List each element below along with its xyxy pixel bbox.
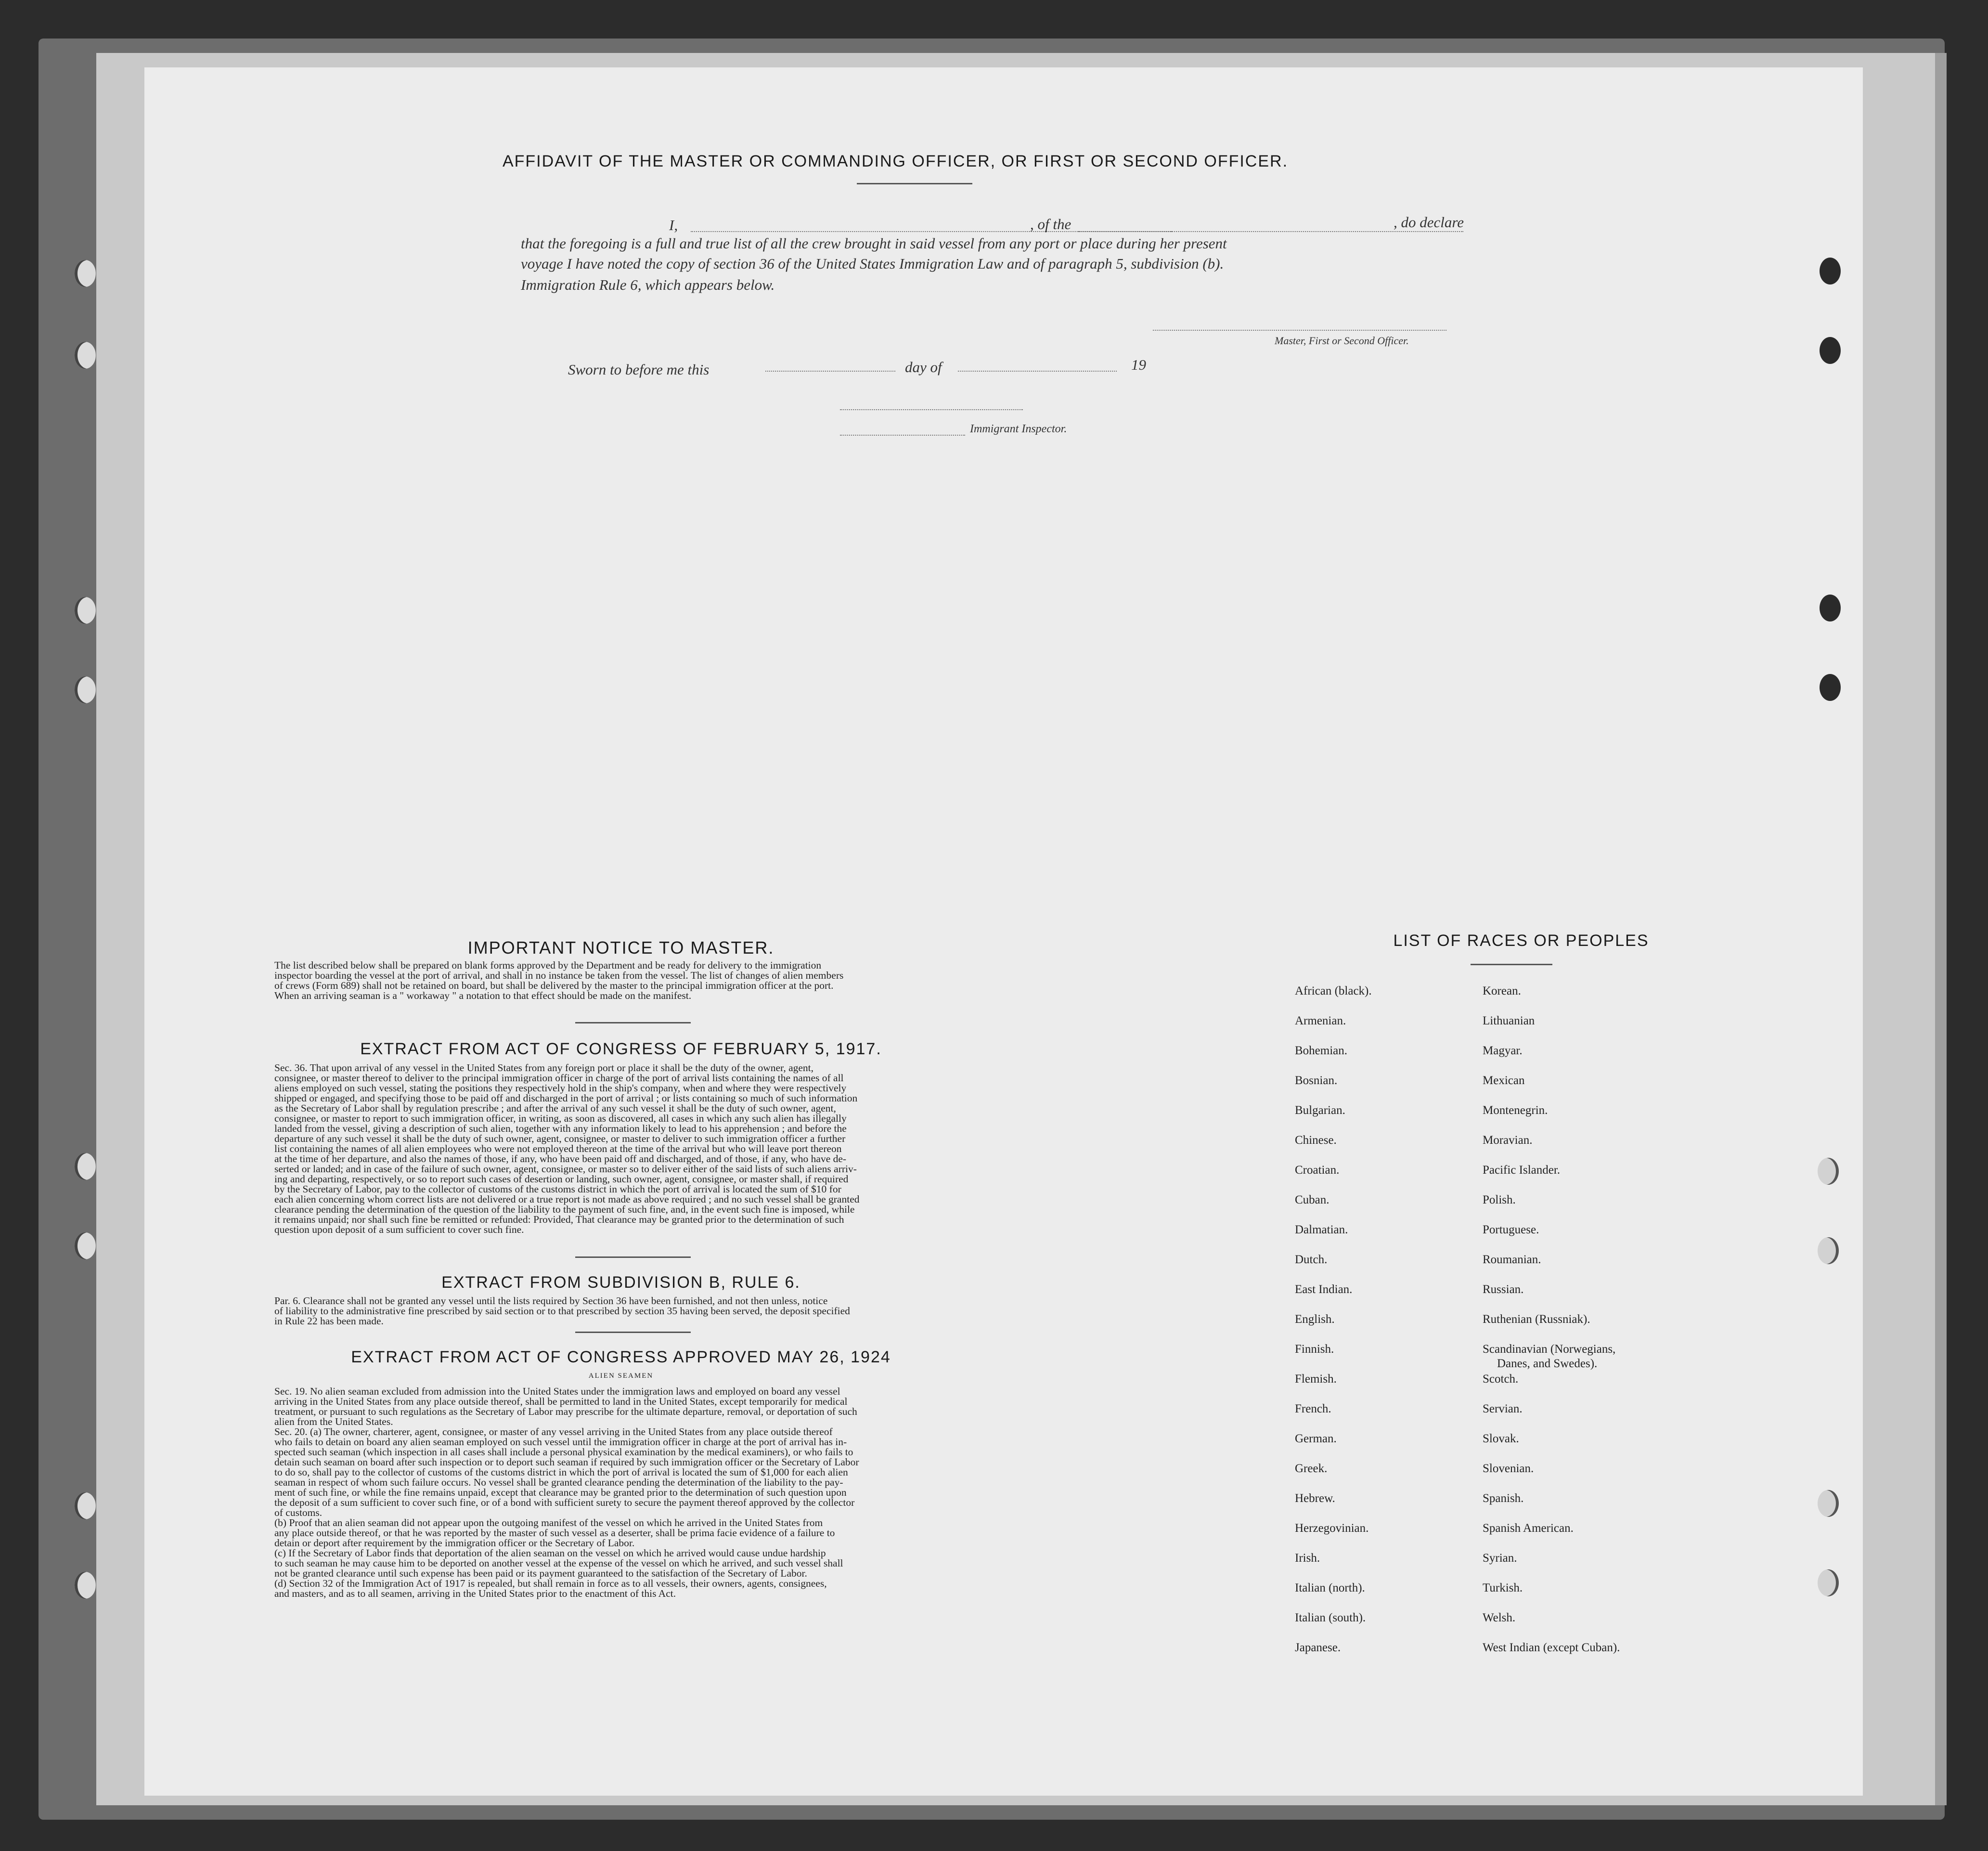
text-line: detain such seaman on board after such inspection or to deport such seaman if required by such immigration officer or the Secretary of Labor xyxy=(274,1456,859,1468)
text-line: any place outside thereof, or that he was reported by the master of such vessel as a deserter, shall be prima facie evidence of a failure to xyxy=(274,1527,835,1539)
text-line: who fails to detain on board any alien seaman employed on such vessel until the immigration officer in charge at the port of arrival has in- xyxy=(274,1436,847,1448)
text-line: as the Secretary of Labor shall by regulation prescribe ; and after the arrival of any such vessel it shall be the duty of such owner, agent, xyxy=(274,1102,836,1114)
race-item: Welsh. xyxy=(1483,1611,1516,1624)
sworn-before-label: Sworn to before me this xyxy=(568,361,710,378)
race-item: Spanish. xyxy=(1483,1492,1524,1505)
text-line: ment of such fine, or while the fine remains unpaid, except that clearance may be granted prior to the determination of such question upon xyxy=(274,1487,847,1498)
title-rule xyxy=(857,183,972,184)
text-line: of liability to the administrative fine prescribed by said section or to that prescribed by section 35 having been served, the deposit specified xyxy=(274,1305,850,1317)
text-line: detain or deport after requirement by the immigration officer or the Secretary of Labor. xyxy=(274,1537,635,1549)
text-line: to such seaman he may cause him to be deported on another vessel at the expense of the vessel on which he arrived, and such vessel shall xyxy=(274,1557,843,1569)
text-line: not be granted clearance until such expense has been paid or its payment guaranteed to the satisfaction of the Secretary of Labor. xyxy=(274,1567,807,1579)
text-line: seaman in respect of whom such failure occurs. No vessel shall be granted clearance pending the determination of the liability to the pay- xyxy=(274,1476,843,1488)
day-of-label: day of xyxy=(905,359,942,375)
year-prefix: 19 xyxy=(1131,356,1146,373)
text-line: landed from the vessel, giving a description of such alien, together with any information likely to lead to his apprehension ; and before the xyxy=(274,1123,847,1134)
text-line: Sec. 20. (a) The owner, charterer, agent, consignee, or master of any vessel arriving in the United States from any place outside thereof xyxy=(274,1426,833,1437)
text-line: question upon deposit of a sum sufficient to cover such fine. xyxy=(274,1224,524,1235)
race-item: Moravian. xyxy=(1483,1134,1533,1147)
binder-hole xyxy=(1818,1569,1839,1596)
binder-hole xyxy=(75,260,96,287)
race-item: Scandinavian (Norwegians, xyxy=(1483,1343,1616,1356)
race-item: Servian. xyxy=(1483,1402,1523,1415)
race-item: Bulgarian. xyxy=(1295,1104,1345,1117)
race-item: Portuguese. xyxy=(1483,1223,1539,1236)
inspector-signature-blank[interactable] xyxy=(840,409,1023,410)
text-line: consignee, or master to report to such immigration officer, in writing, as soon as discovered, all cases in which any such alien has illegally xyxy=(274,1113,847,1124)
race-item: East Indian. xyxy=(1295,1283,1353,1296)
affidavit-line-2: that the foregoing is a full and true list of all the crew brought in said vessel from any port or place during her present xyxy=(521,235,1227,252)
text-line: alien from the United States. xyxy=(274,1416,393,1427)
text-line: consignee, or master thereof to deliver to the principal immigration officer in charge of the port of arrival lists containing the names of all xyxy=(274,1072,844,1084)
text-line: ing and departing, respectively, or so to report such cases of desertion or landing, such owner, agent, consignee, or master shall, if required xyxy=(274,1173,849,1185)
race-item: Finnish. xyxy=(1295,1343,1334,1356)
text-line: in Rule 22 has been made. xyxy=(274,1315,384,1327)
text-line: shipped or engaged, and specifying those to be paid off and discharged in the port of arrival ; or lists containing so much of such information xyxy=(274,1092,858,1104)
race-item: Spanish American. xyxy=(1483,1522,1574,1535)
race-item: Russian. xyxy=(1483,1283,1524,1296)
text-line: departure of any such vessel it shall be the duty of such owner, agent, consignee, or master to deliver to such immigration officer a further xyxy=(274,1133,846,1144)
text-line: Sec. 19. No alien seaman excluded from admission into the United States under the immigration laws and employed on board any vessel xyxy=(274,1385,840,1397)
race-item: Italian (north). xyxy=(1295,1581,1365,1594)
race-item: Mexican xyxy=(1483,1074,1525,1087)
race-item: Dalmatian. xyxy=(1295,1223,1348,1236)
race-item: Montenegrin. xyxy=(1483,1104,1548,1117)
race-item: Dutch. xyxy=(1295,1253,1328,1266)
text-line: of crews (Form 689) shall not be retained on board, but shall be delivered by the master to the principal immigration officer at the port. xyxy=(274,980,834,991)
extract-rule6-title: EXTRACT FROM SUBDIVISION B, RULE 6. xyxy=(441,1273,800,1292)
race-item: Cuban. xyxy=(1295,1193,1330,1206)
binder-hole xyxy=(1820,258,1841,285)
race-item: Herzegovinian. xyxy=(1295,1522,1369,1535)
race-item: English. xyxy=(1295,1313,1335,1326)
binder-hole xyxy=(1818,1237,1839,1264)
text-line: (d) Section 32 of the Immigration Act of 1917 is repealed, but shall remain in force as to all vessels, their owners, agents, consignees, xyxy=(274,1578,827,1589)
race-item: French. xyxy=(1295,1402,1331,1415)
binder-hole xyxy=(75,342,96,369)
alien-seamen-subtitle: ALIEN SEAMEN xyxy=(588,1372,654,1380)
races-list xyxy=(1295,984,1776,1731)
extract-1924-text xyxy=(274,1386,1030,1599)
race-item: Flemish. xyxy=(1295,1372,1337,1385)
text-line: Par. 6. Clearance shall not be granted any vessel until the lists required by Section 36 have been furnished, and not then unless, notice xyxy=(274,1295,828,1307)
affidavit-of-the: , of the xyxy=(1030,216,1071,233)
notice-title: IMPORTANT NOTICE TO MASTER. xyxy=(467,938,775,958)
race-item: Syrian. xyxy=(1483,1552,1517,1565)
race-item: Ruthenian (Russniak). xyxy=(1483,1313,1590,1326)
extract-1917-title: EXTRACT FROM ACT OF CONGRESS OF FEBRUARY 5, 1917. xyxy=(360,1040,882,1058)
binder-hole xyxy=(75,1153,96,1180)
text-line: spected such seaman (which inspection in all cases shall include a personal physical examination by the medical examiners), or who fails to xyxy=(274,1446,853,1458)
race-item: Bohemian. xyxy=(1295,1044,1348,1057)
text-line: serted or landed; and in case of the failure of such owner, agent, consignee, or master so to deliver either of the said lists of such aliens arriv- xyxy=(274,1163,857,1175)
race-item: Bosnian. xyxy=(1295,1074,1338,1087)
race-item: Roumanian. xyxy=(1483,1253,1541,1266)
text-line: it remains unpaid; nor shall such fine be remitted or refunded: Provided, That clearance may be granted prior to the determination of such xyxy=(274,1214,844,1225)
master-signature-label: Master, First or Second Officer. xyxy=(1275,335,1409,347)
races-rule xyxy=(1471,964,1552,965)
binder-hole xyxy=(75,597,96,624)
text-line: inspector boarding the vessel at the port of arrival, and shall in no instance be taken from the vessel. The list of changes of alien members xyxy=(274,970,844,981)
text-line: (c) If the Secretary of Labor finds that deportation of the alien seaman on the vessel on which he arrived would cause undue hardship xyxy=(274,1547,826,1559)
sworn-month-blank[interactable] xyxy=(958,371,1117,372)
race-item: Greek. xyxy=(1295,1462,1328,1475)
race-item: German. xyxy=(1295,1432,1337,1445)
affidavit-line-3: voyage I have noted the copy of section 36 of the United States Immigration Law and of paragraph 5, subdivision (b). xyxy=(521,255,1224,272)
race-item: Slovenian. xyxy=(1483,1462,1534,1475)
race-item: Japanese. xyxy=(1295,1641,1341,1654)
vessel-blank[interactable] xyxy=(1078,231,1463,232)
inspector-label: Immigrant Inspector. xyxy=(970,423,1067,435)
extract-rule6-text xyxy=(274,1296,1030,1326)
race-item: Danes, and Swedes). xyxy=(1497,1357,1598,1370)
race-item: Hebrew. xyxy=(1295,1492,1335,1505)
race-item: Croatian. xyxy=(1295,1164,1340,1177)
text-line: to do so, shall pay to the collector of customs of the customs district in which the port of arrival is located the sum of $1,000 for each alien xyxy=(274,1466,848,1478)
race-item: African (black). xyxy=(1295,984,1372,997)
binder-hole xyxy=(1820,674,1841,701)
text-line: aliens employed on such vessel, stating the positions they respectively hold in the ship's company, when and where they were respectively xyxy=(274,1082,847,1094)
race-item: Turkish. xyxy=(1483,1581,1523,1594)
binder-hole xyxy=(75,1232,96,1259)
races-title: LIST OF RACES OR PEOPLES xyxy=(1393,932,1649,950)
binder-hole xyxy=(75,676,96,703)
text-line: arriving in the United States from any place outside thereof, shall be permitted to land in the United States, except temporarily for medical xyxy=(274,1396,848,1407)
affidavit-do-declare: , do declare xyxy=(1394,214,1464,231)
affidavit-i: I, xyxy=(669,217,678,233)
text-line: treatment, or pursuant to such regulations as the Secretary of Labor may prescribe for the ultimate departure, removal, or deportation of such xyxy=(274,1406,857,1417)
race-item: Magyar. xyxy=(1483,1044,1523,1057)
sworn-day-blank[interactable] xyxy=(765,371,895,372)
binder-hole xyxy=(75,1572,96,1599)
race-item: Polish. xyxy=(1483,1193,1516,1206)
affidavit-line-4: Immigration Rule 6, which appears below. xyxy=(521,276,775,293)
race-item: Pacific Islander. xyxy=(1483,1164,1561,1177)
text-line: list containing the names of all alien employees who were not employed thereon at the time of the arrival but who will leave port thereon xyxy=(274,1143,842,1154)
text-line: Sec. 36. That upon arrival of any vessel in the United States from any foreign port or place it shall be the duty of the owner, agent, xyxy=(274,1062,814,1074)
binder-hole xyxy=(1820,337,1841,364)
section-rule xyxy=(575,1022,691,1023)
document-page xyxy=(144,67,1863,1796)
master-signature-blank[interactable] xyxy=(1153,330,1446,331)
race-item: Scotch. xyxy=(1483,1372,1519,1385)
race-item: Chinese. xyxy=(1295,1134,1337,1147)
text-line: of customs. xyxy=(274,1507,323,1518)
extract-1924-title: EXTRACT FROM ACT OF CONGRESS APPROVED MAY 26, 1924 xyxy=(351,1348,891,1366)
affidavit-title: AFFIDAVIT OF THE MASTER OR COMMANDING OFFICER, OR FIRST OR SECOND OFFICER. xyxy=(502,152,1289,170)
text-line: The list described below shall be prepared on blank forms approved by the Department and be ready for delivery to the immigration xyxy=(274,959,822,971)
race-item: West Indian (except Cuban). xyxy=(1483,1641,1620,1654)
section-rule xyxy=(575,1256,691,1258)
race-item: Lithuanian xyxy=(1483,1014,1535,1027)
race-item: Italian (south). xyxy=(1295,1611,1366,1624)
text-line: the deposit of a sum sufficient to cover such fine, or of a bond with sufficient surety to secure the payment thereof approved by the collector xyxy=(274,1497,855,1508)
text-line: and masters, and as to all seamen, arriving in the United States prior to the enactment of this Act. xyxy=(274,1588,676,1599)
binder-hole xyxy=(1818,1490,1839,1517)
text-line: at the time of her departure, and also the names of those, if any, who have been paid off and discharged, and of those, if any, who have de- xyxy=(274,1153,847,1165)
inspector-signature-blank-2[interactable] xyxy=(840,435,965,436)
text-line: by the Secretary of Labor, pay to the collector of customs of the customs district in which the port of arrival is located the sum of $10 for xyxy=(274,1183,841,1195)
text-line: When an arriving seaman is a " workaway " a notation to that effect should be made on the manifest. xyxy=(274,990,692,1001)
binder-hole xyxy=(75,1492,96,1519)
text-line: (b) Proof that an alien seaman did not appear upon the outgoing manifest of the vessel on which he arrived in the United States from xyxy=(274,1517,823,1528)
extract-1917-text xyxy=(274,1063,1030,1235)
race-item: Irish. xyxy=(1295,1552,1320,1565)
text-line: clearance pending the determination of the question of the liability to the payment of such fine, and, in the event such fine is imposed, while xyxy=(274,1204,855,1215)
race-item: Korean. xyxy=(1483,984,1521,997)
race-item: Armenian. xyxy=(1295,1014,1346,1027)
text-line: each alien concerning whom correct lists are not delivered or a true report is not made as above required ; and no such vessel shall be granted xyxy=(274,1193,860,1205)
binder-hole xyxy=(1818,1158,1839,1185)
notice-text xyxy=(274,960,1030,1001)
race-item: Slovak. xyxy=(1483,1432,1519,1445)
binder-hole xyxy=(1820,595,1841,621)
section-rule xyxy=(575,1332,691,1333)
